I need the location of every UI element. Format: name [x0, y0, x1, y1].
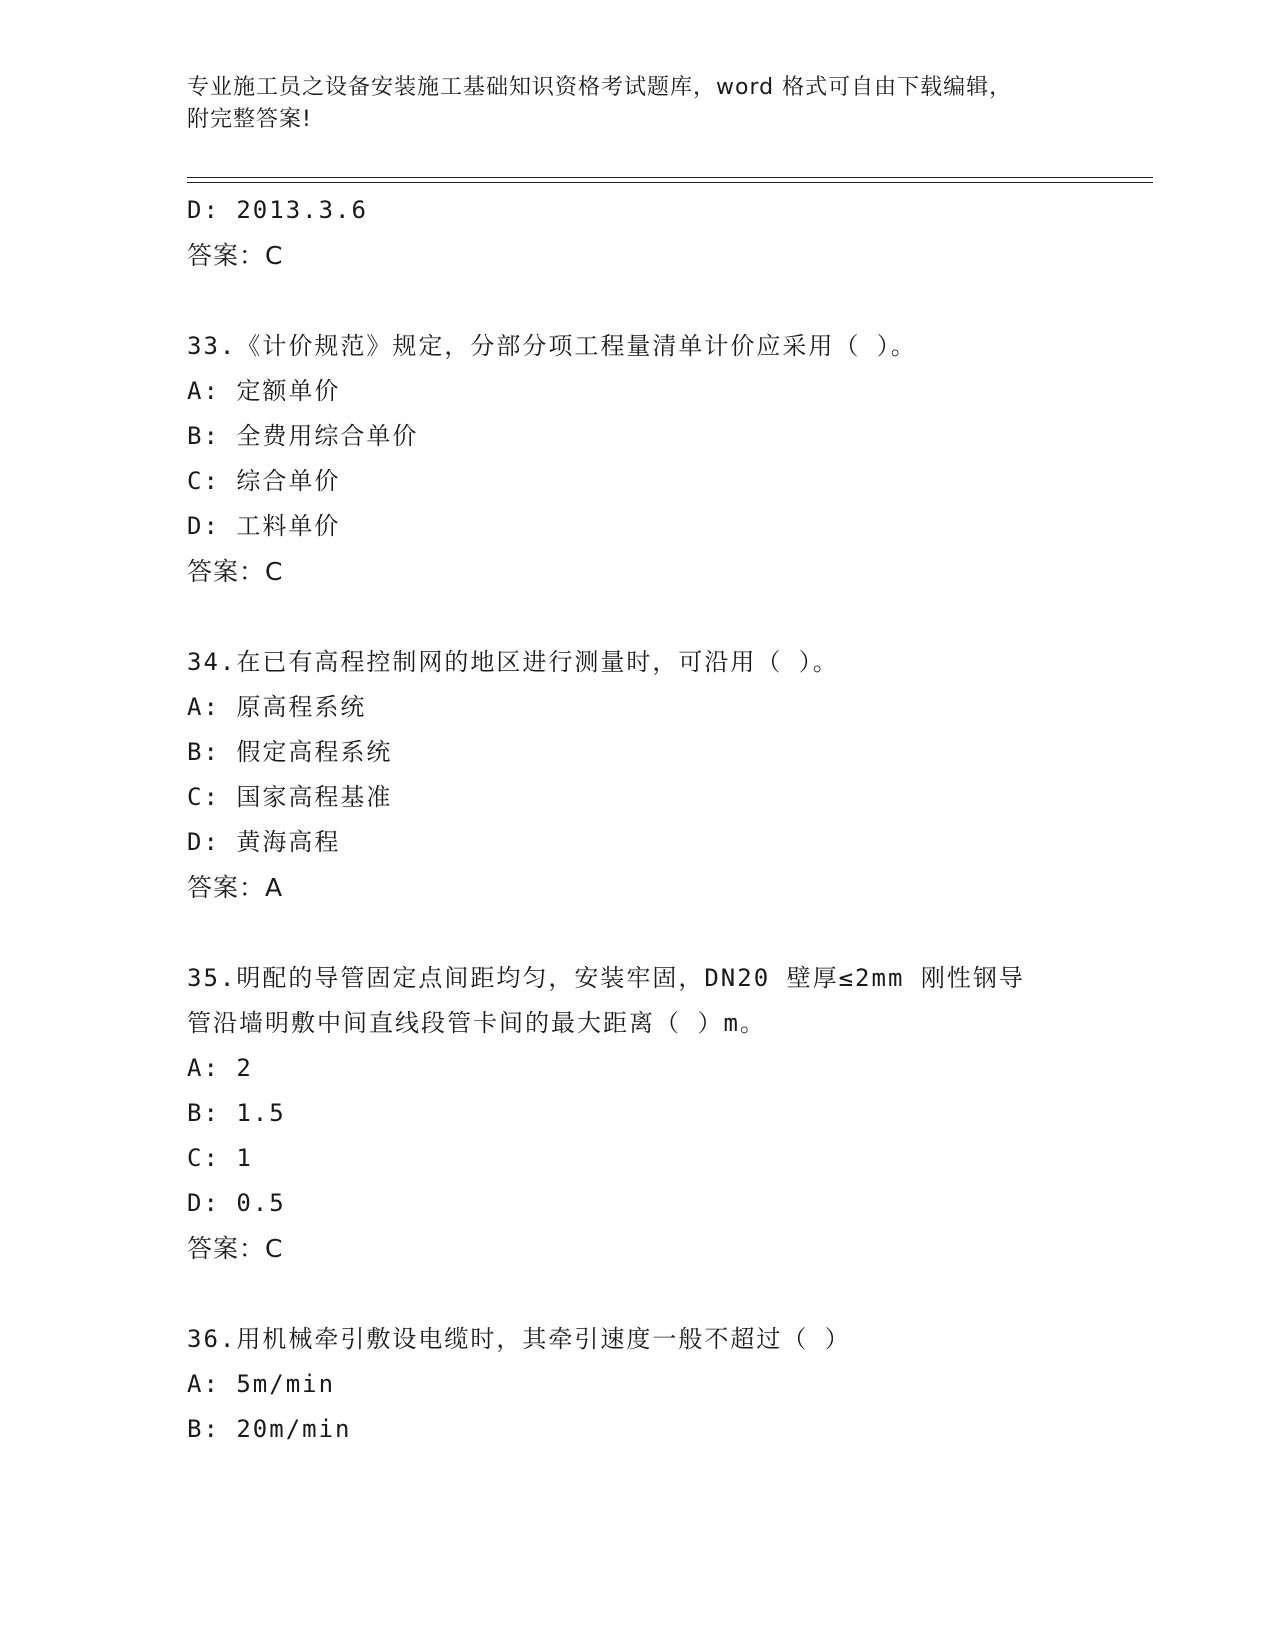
header-divider-bottom: [187, 182, 1153, 183]
question-stem-line-1: 35.明配的导管固定点间距均匀，安装牢固，DN20 壁厚≤2mm 刚性钢导: [187, 964, 1025, 992]
option-b: B: 1.5: [187, 1099, 286, 1127]
question-35: [187, 956, 1117, 1271]
question-34: [187, 640, 1117, 910]
option-a: A: 原高程系统: [187, 693, 367, 721]
answer: 答案：C: [187, 1234, 284, 1263]
answer: 答案：A: [187, 873, 284, 902]
answer: 答案：C: [187, 241, 284, 270]
option-d: D: 黄海高程: [187, 828, 341, 856]
answer: 答案：C: [187, 557, 284, 586]
option-a: A: 5m/min: [187, 1370, 336, 1398]
option-a: A: 2: [187, 1054, 253, 1082]
question-stem: 33.《计价规范》规定，分部分项工程量清单计价应采用（ ）。: [187, 332, 917, 360]
option-b: B: 假定高程系统: [187, 738, 393, 766]
option-d: D: 0.5: [187, 1189, 286, 1217]
question-36: [187, 1317, 1117, 1452]
option-c: C: 国家高程基准: [187, 783, 393, 811]
option-b: B: 全费用综合单价: [187, 422, 419, 450]
document-header: [187, 72, 1067, 136]
option-c: C: 1: [187, 1144, 253, 1172]
question-stem: 34.在已有高程控制网的地区进行测量时，可沿用（ ）。: [187, 648, 839, 676]
question-33: [187, 324, 1117, 594]
question-32-tail: [187, 188, 1117, 278]
option-a: A: 定额单价: [187, 377, 341, 405]
header-line-1: 专业施工员之设备安装施工基础知识资格考试题库，word 格式可自由下载编辑，: [187, 75, 1013, 100]
header-divider-top: [187, 177, 1153, 178]
option-d: D: 工料单价: [187, 512, 341, 540]
option-b: B: 20m/min: [187, 1415, 352, 1443]
question-stem: 36.用机械牵引敷设电缆时，其牵引速度一般不超过（ ）: [187, 1325, 851, 1353]
option-d: D: 2013.3.6: [187, 196, 368, 224]
header-line-2: 附完整答案!: [187, 107, 312, 132]
question-list: [187, 188, 1117, 1452]
option-c: C: 综合单价: [187, 467, 341, 495]
question-stem-line-2: 管沿墙明敷中间直线段管卡间的最大距离（ ）m。: [187, 1009, 766, 1037]
